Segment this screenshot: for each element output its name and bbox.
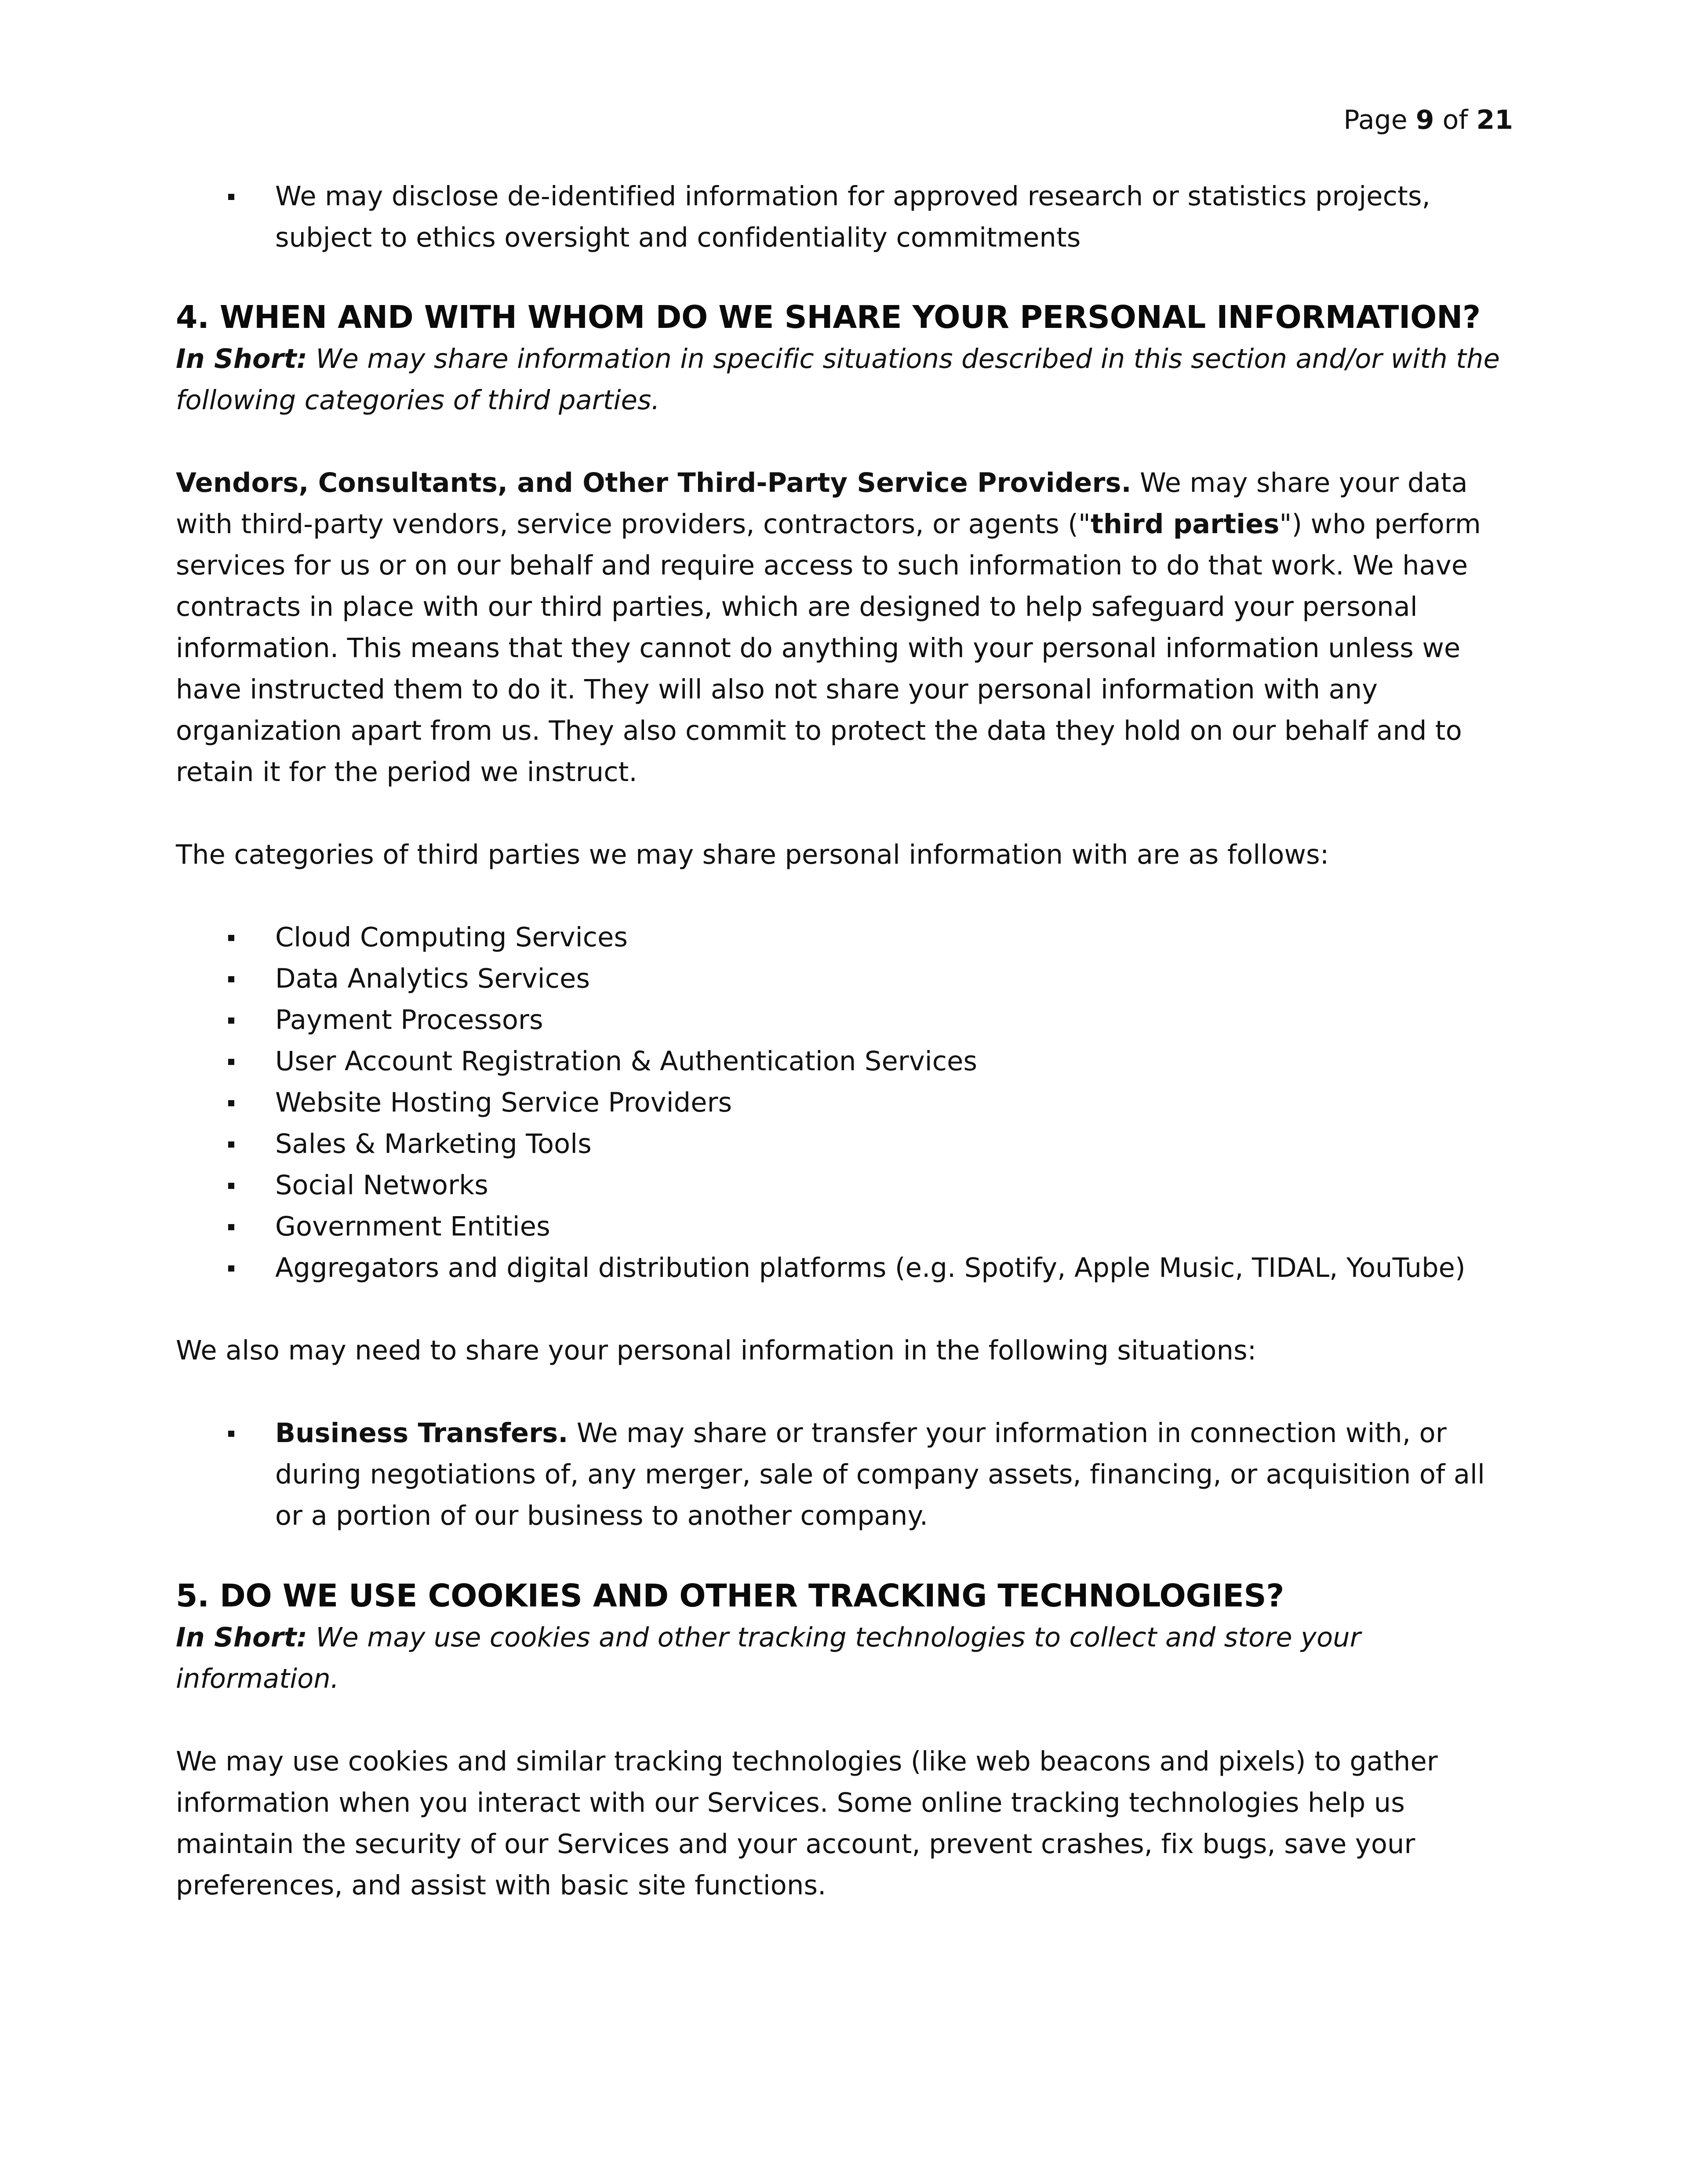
situations-intro: We also may need to share your personal information in the following situations: bbox=[176, 1335, 1257, 1366]
page-number bbox=[1343, 100, 1513, 140]
list-item: We may disclose de-identified information for approved research or statistics projects, subject to ethics oversight and confidentiality commitments bbox=[176, 176, 1517, 258]
list-item: Cloud Computing Services bbox=[176, 917, 1517, 958]
page-prefix: Page bbox=[1343, 105, 1408, 135]
list-item bbox=[176, 1413, 1517, 1537]
in-short-label: In Short: bbox=[176, 1622, 308, 1653]
list-item: User Account Registration & Authentication Services bbox=[176, 1041, 1517, 1082]
vendors-text-1: We may share your data with third-party vendors, service providers, contractors, or agents (" bbox=[176, 468, 1468, 540]
vendors-text-2: ") who perform services for us or on our behalf and require access to such information to do that work. We have contracts in place with our third parties, which are designed to help safeguard your personal information. This means that they cannot do anything with your personal information unless we have instructed them to do it. They will also not share your personal information with any organization apart from us. They also commit to protect the data they hold on our behalf and to retain it for the period we instruct. bbox=[176, 509, 1481, 788]
page-current: 9 bbox=[1415, 105, 1434, 135]
vendors-paragraph bbox=[176, 462, 1517, 793]
page-of: of bbox=[1442, 105, 1468, 135]
list-item: Social Networks bbox=[176, 1165, 1517, 1206]
in-short-text: We may use cookies and other tracking technologies to collect and store your information. bbox=[176, 1622, 1361, 1694]
cookies-paragraph: We may use cookies and similar tracking technologies (like web beacons and pixels) to gather information when you interact with our Services. Some online tracking technologies help us maintain the security of our Services and your account, prevent crashes, fix bugs, save your preferences, and assist with basic site functions. bbox=[176, 1746, 1438, 1901]
categories-list bbox=[176, 917, 1517, 1289]
list-item: Payment Processors bbox=[176, 999, 1517, 1041]
in-short-label: In Short: bbox=[176, 344, 308, 374]
document-body bbox=[176, 176, 1517, 1906]
business-transfers-label: Business Transfers. bbox=[275, 1418, 568, 1449]
business-transfers-text: We may share or transfer your information in connection with, or during negotiations of, any merger, sale of company assets, financing, or acquisition of all or a portion of our business to another company. bbox=[275, 1418, 1485, 1531]
third-parties-term: third parties bbox=[1090, 509, 1280, 540]
list-item: Aggregators and digital distribution platforms (e.g. Spotify, Apple Music, TIDAL, YouTube) bbox=[176, 1247, 1517, 1289]
intro-bullet-list bbox=[176, 176, 1517, 258]
section-4-in-short bbox=[176, 338, 1517, 421]
in-short-text: We may share information in specific situations described in this section and/or with the following categories of third parties. bbox=[176, 344, 1500, 416]
categories-intro: The categories of third parties we may share personal information with are as follows: bbox=[176, 839, 1329, 870]
list-item: Government Entities bbox=[176, 1206, 1517, 1247]
section-4-heading: 4. WHEN AND WITH WHOM DO WE SHARE YOUR PERSONAL INFORMATION? bbox=[176, 299, 1481, 335]
situations-list bbox=[176, 1413, 1517, 1537]
list-item: Sales & Marketing Tools bbox=[176, 1123, 1517, 1165]
vendors-label: Vendors, Consultants, and Other Third-Party Service Providers. bbox=[176, 468, 1131, 498]
page-total: 21 bbox=[1476, 105, 1513, 135]
list-item: Website Hosting Service Providers bbox=[176, 1082, 1517, 1123]
list-item: Data Analytics Services bbox=[176, 958, 1517, 999]
section-5-heading: 5. DO WE USE COOKIES AND OTHER TRACKING TECHNOLOGIES? bbox=[176, 1577, 1284, 1614]
section-5-in-short bbox=[176, 1617, 1517, 1700]
